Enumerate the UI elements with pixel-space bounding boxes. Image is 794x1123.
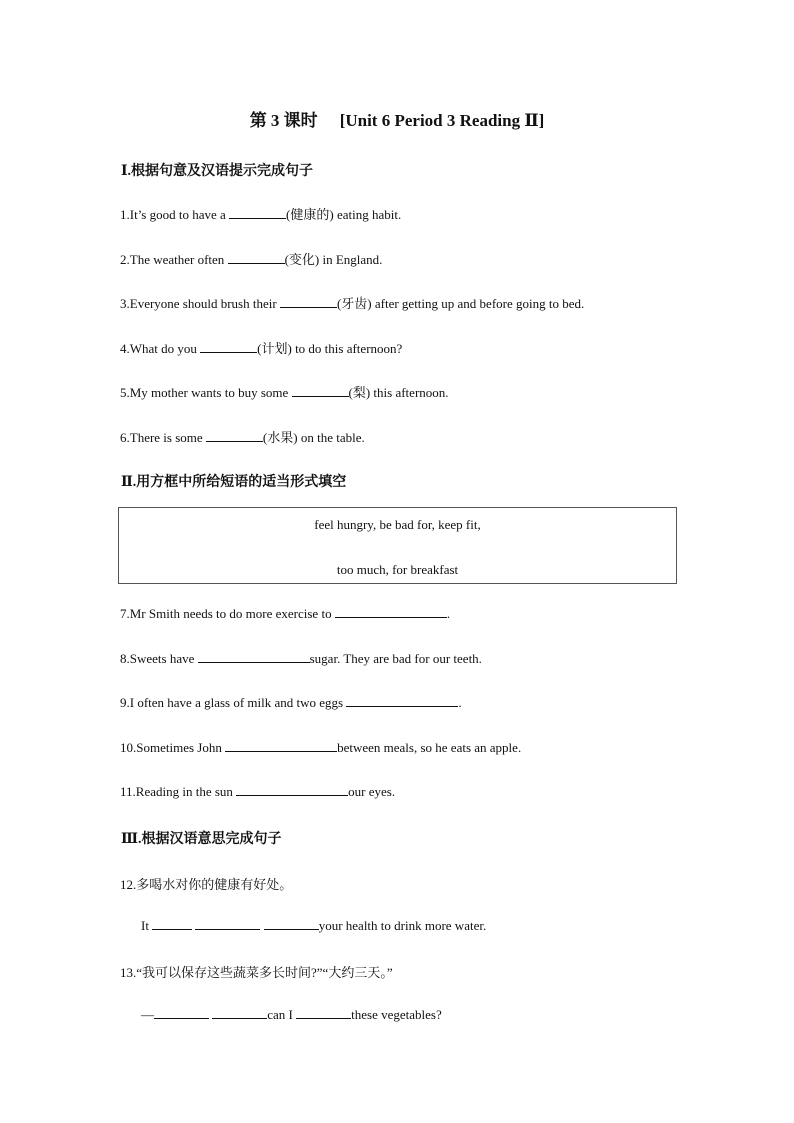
answer-blank[interactable] — [335, 606, 447, 618]
answer-blank[interactable] — [280, 296, 337, 308]
question-13-answer: — can I these vegetables? — [141, 1007, 442, 1022]
section-3-heading: Ⅲ.根据汉语意思完成句子 — [121, 832, 282, 847]
answer-blank[interactable] — [236, 784, 348, 796]
answer-blank[interactable] — [229, 207, 286, 219]
unit-label: [Unit 6 Period 3 Reading Ⅱ] — [339, 111, 545, 130]
answer-blank[interactable] — [152, 918, 192, 930]
section-1-heading: Ⅰ.根据句意及汉语提示完成句子 — [121, 164, 314, 179]
answer-blank[interactable] — [195, 918, 260, 930]
answer-blank[interactable] — [292, 385, 349, 397]
question-13-prompt: 13.“我可以保存这些蔬菜多长时间?”“大约三天。” — [120, 965, 393, 980]
answer-blank[interactable] — [228, 252, 285, 264]
question-6: 6.There is some (水果) on the table. — [120, 430, 365, 445]
answer-blank[interactable] — [225, 740, 337, 752]
question-2: 2.The weather often (变化) in England. — [120, 252, 383, 267]
answer-blank[interactable] — [212, 1007, 267, 1019]
answer-blank[interactable] — [296, 1007, 351, 1019]
question-1: 1.It’s good to have a (健康的) eating habit. — [120, 207, 402, 222]
question-12-answer: It your health to drink more water. — [141, 918, 487, 933]
question-4: 4.What do you (计划) to do this afternoon? — [120, 341, 403, 356]
section-2-heading: Ⅱ.用方框中所给短语的适当形式填空 — [121, 475, 347, 490]
answer-blank[interactable] — [198, 651, 310, 663]
question-8: 8.Sweets have sugar. They are bad for our teeth. — [120, 651, 482, 666]
phrase-box-line-2: too much, for breakfast — [336, 562, 459, 577]
answer-blank[interactable] — [200, 341, 257, 353]
question-11: 11.Reading in the sun our eyes. — [120, 784, 396, 799]
answer-blank[interactable] — [346, 695, 458, 707]
phrase-box-line-1: feel hungry, be bad for, keep fit, — [314, 517, 481, 532]
phrase-box — [118, 507, 677, 584]
question-7: 7.Mr Smith needs to do more exercise to . — [120, 606, 451, 621]
question-3: 3.Everyone should brush their (牙齿) after getting up and before going to bed. — [120, 296, 585, 311]
question-9: 9.I often have a glass of milk and two eggs . — [120, 695, 462, 710]
question-5: 5.My mother wants to buy some (梨) this afternoon. — [120, 385, 449, 400]
page-title — [0, 106, 794, 131]
question-10: 10.Sometimes John between meals, so he eats an apple. — [120, 740, 522, 755]
answer-blank[interactable] — [264, 918, 319, 930]
answer-blank[interactable] — [206, 430, 263, 442]
answer-blank[interactable] — [154, 1007, 209, 1019]
question-12-prompt: 12.多喝水对你的健康有好处。 — [120, 877, 293, 892]
lesson-label: 第 3 课时 — [249, 111, 318, 130]
